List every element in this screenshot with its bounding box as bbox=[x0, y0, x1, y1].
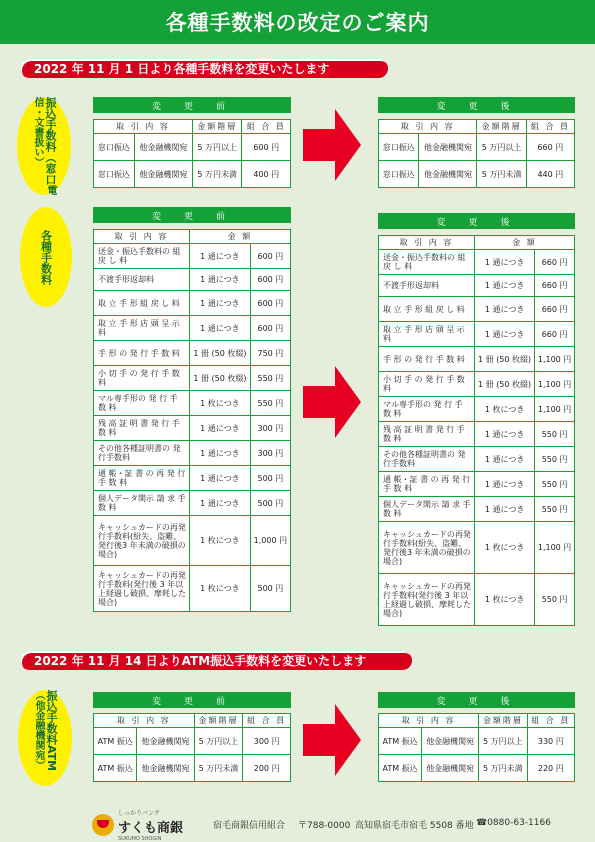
cell: 個人データ開示 請 求 手 数 料 bbox=[94, 491, 190, 516]
table-row bbox=[94, 516, 291, 566]
arrow-right-icon bbox=[303, 362, 363, 442]
banner-text: 2022 年 11 月 1 日より各種手数料を変更いたします bbox=[34, 62, 330, 76]
window-transfer-before-table bbox=[93, 119, 291, 188]
table-row bbox=[94, 416, 291, 441]
cell: 1 通につき bbox=[190, 316, 251, 341]
label-main: 振込手数料（窓口 bbox=[44, 97, 57, 185]
cell: 通 帳・証 書 の 再 発 行 手 数 料 bbox=[94, 466, 190, 491]
label-main: 各種手数料 bbox=[39, 229, 53, 285]
cell: 取 立 手 形 組 戻 し 料 bbox=[94, 291, 190, 316]
page-title: 各種手数料の改定のご案内 bbox=[165, 11, 430, 35]
cell: 窓口振込 bbox=[94, 161, 135, 188]
table-row bbox=[379, 372, 575, 397]
cell: 他金融機関宛 bbox=[134, 161, 192, 188]
cell: キャッシュカードの再発行手数料(紛失、盗難、発行後3 年未満の破損の場合) bbox=[379, 522, 475, 574]
bank-logo bbox=[92, 808, 183, 842]
table-row bbox=[94, 341, 291, 366]
table-row bbox=[379, 347, 575, 372]
cell: 窓口振込 bbox=[94, 134, 135, 161]
cell: キャッシュカードの再発行手数料(紛失、盗難、発行後3 年未満の破損の場合) bbox=[94, 516, 190, 566]
col-head: 取 引 内 容 bbox=[379, 714, 479, 728]
cell: 1 枚につき bbox=[475, 522, 535, 574]
col-head: 取 引 内 容 bbox=[379, 120, 477, 134]
cell: 600 円 bbox=[250, 244, 290, 269]
cell: 1 枚につき bbox=[190, 516, 251, 566]
table-row bbox=[94, 441, 291, 466]
logo-tagline: しっかりバンク bbox=[118, 810, 160, 817]
before-header: 変 更 前 bbox=[93, 692, 291, 708]
logo-name: すくも商銀 bbox=[118, 821, 184, 836]
cell: 440 円 bbox=[526, 161, 574, 188]
cell: 550 円 bbox=[250, 391, 290, 416]
table-row bbox=[94, 316, 291, 341]
col-head: 組 合 員 bbox=[242, 120, 291, 134]
cell: 1 通につき bbox=[475, 250, 535, 275]
cell: 窓口振込 bbox=[379, 134, 419, 161]
cell: 小 切 手 の 発 行 手 数 料 bbox=[94, 366, 190, 391]
table-row bbox=[379, 447, 575, 472]
cell: 不渡手形返却料 bbox=[379, 275, 475, 297]
banner-nov1 bbox=[20, 59, 388, 78]
after-header: 変 更 後 bbox=[378, 213, 575, 229]
cell: 500 円 bbox=[250, 466, 290, 491]
cell: 1 通につき bbox=[190, 244, 251, 269]
cell: 300 円 bbox=[250, 416, 290, 441]
cell: 5 万円以上 bbox=[479, 728, 527, 755]
cell: 600 円 bbox=[250, 291, 290, 316]
after-header: 変 更 後 bbox=[378, 97, 575, 113]
col-head: 金額階層 bbox=[479, 714, 527, 728]
cell: 1 冊 (50 枚綴) bbox=[190, 366, 251, 391]
cell: マル専手形の 発 行 手 数 料 bbox=[379, 397, 475, 422]
cell: 1 通につき bbox=[190, 416, 251, 441]
table-row bbox=[94, 391, 291, 416]
cell: 660 円 bbox=[535, 250, 575, 275]
cell: 手 形 の 発 行 手 数 料 bbox=[379, 347, 475, 372]
cell: 個人データ開示 請 求 手 数 料 bbox=[379, 497, 475, 522]
table-row bbox=[94, 269, 291, 291]
cell: 5 万円未満 bbox=[477, 161, 526, 188]
cell: 1 通につき bbox=[475, 447, 535, 472]
label-sub: 電信・文書扱い） bbox=[32, 97, 56, 195]
cell: 送金・振込手数料の 組 戻 し 料 bbox=[379, 250, 475, 275]
col-head: 金額階層 bbox=[477, 120, 526, 134]
before-header: 変 更 前 bbox=[93, 97, 291, 113]
cell: 1 通につき bbox=[475, 472, 535, 497]
cell: 1 枚につき bbox=[475, 574, 535, 626]
cell: 1 冊 (50 枚綴) bbox=[190, 341, 251, 366]
cell: 600 円 bbox=[250, 316, 290, 341]
cell: 300 円 bbox=[250, 441, 290, 466]
label-main: 振込手数料ATM bbox=[45, 690, 58, 772]
cell: 5 万円以上 bbox=[477, 134, 526, 161]
cell: 1,100 円 bbox=[535, 372, 575, 397]
cell: 660 円 bbox=[526, 134, 574, 161]
col-head: 組 合 員 bbox=[527, 714, 574, 728]
banner-nov14 bbox=[20, 651, 412, 670]
table-row bbox=[379, 497, 575, 522]
cell: 660 円 bbox=[535, 275, 575, 297]
cell: 500 円 bbox=[250, 566, 290, 612]
cell: 1 通につき bbox=[190, 269, 251, 291]
col-head: 取 引 内 容 bbox=[94, 230, 190, 244]
label-sub: （他金融機関宛） bbox=[33, 690, 44, 770]
cell: 660 円 bbox=[535, 297, 575, 322]
cell: 通 帳・証 書 の 再 発 行 手 数 料 bbox=[379, 472, 475, 497]
cell: 1 枚につき bbox=[190, 391, 251, 416]
cell: ATM 振込 bbox=[94, 755, 137, 782]
table-row bbox=[379, 522, 575, 574]
col-head: 取 引 内 容 bbox=[94, 714, 195, 728]
cell: 他金融機関宛 bbox=[422, 728, 479, 755]
cell: 1 通につき bbox=[475, 297, 535, 322]
table-row bbox=[379, 322, 575, 347]
cell: 他金融機関宛 bbox=[419, 161, 477, 188]
before-header: 変 更 前 bbox=[93, 207, 291, 223]
table-row bbox=[379, 397, 575, 422]
cell: 5 万円未満 bbox=[479, 755, 527, 782]
cell: キャッシュカードの再発行手数料(発行後 3 年以上経過し破損、摩耗した場合) bbox=[379, 574, 475, 626]
col-head: 組 合 員 bbox=[243, 714, 291, 728]
cell: 1 通につき bbox=[475, 322, 535, 347]
cell: 1 通につき bbox=[190, 466, 251, 491]
cell: 手 形 の 発 行 手 数 料 bbox=[94, 341, 190, 366]
cell: 1 通につき bbox=[475, 422, 535, 447]
col-head: 組 合 員 bbox=[526, 120, 574, 134]
various-fees-after-table bbox=[378, 235, 575, 626]
col-head: 金 額 bbox=[190, 230, 291, 244]
table-row bbox=[94, 566, 291, 612]
cell: 550 円 bbox=[535, 497, 575, 522]
cell: 1,000 円 bbox=[250, 516, 290, 566]
col-head: 金額階層 bbox=[194, 714, 243, 728]
cell: 220 円 bbox=[527, 755, 574, 782]
cell: 550 円 bbox=[535, 422, 575, 447]
cell: 550 円 bbox=[535, 472, 575, 497]
cell: 5 万円未満 bbox=[194, 755, 243, 782]
cell: 400 円 bbox=[242, 161, 291, 188]
cell: 300 円 bbox=[243, 728, 291, 755]
cell: 660 円 bbox=[535, 322, 575, 347]
cell: ATM 振込 bbox=[94, 728, 137, 755]
banner-text: 2022 年 11 月 14 日よりATM振込手数料を変更いたします bbox=[34, 654, 367, 668]
cell: 1 枚につき bbox=[475, 397, 535, 422]
cell: 1 枚につき bbox=[190, 566, 251, 612]
cell: 5 万円以上 bbox=[194, 728, 243, 755]
cell: 550 円 bbox=[535, 447, 575, 472]
cell: 残 高 証 明 書 発 行 手 数 料 bbox=[379, 422, 475, 447]
cell: 330 円 bbox=[527, 728, 574, 755]
cell: 他金融機関宛 bbox=[134, 134, 192, 161]
cell: 送金・振込手数料の 組 戻 し 料 bbox=[94, 244, 190, 269]
table-row bbox=[94, 491, 291, 516]
footer-phone: ☎0880-63-1166 bbox=[476, 818, 551, 828]
cell: その他各種証明書の 発行手数料 bbox=[94, 441, 190, 466]
table-row bbox=[94, 466, 291, 491]
cell: ATM 振込 bbox=[379, 728, 422, 755]
arrow-right-icon bbox=[303, 700, 363, 780]
cell: 他金融機関宛 bbox=[422, 755, 479, 782]
various-fees-before-table bbox=[93, 229, 291, 612]
cell: 1,100 円 bbox=[535, 522, 575, 574]
cell: 窓口振込 bbox=[379, 161, 419, 188]
cell: 1 冊 (50 枚綴) bbox=[475, 347, 535, 372]
cell: 1 通につき bbox=[190, 491, 251, 516]
table-row bbox=[94, 366, 291, 391]
cell: 小 切 手 の 発 行 手 数 料 bbox=[379, 372, 475, 397]
table-row bbox=[379, 574, 575, 626]
atm-transfer-before-table bbox=[93, 713, 291, 782]
arrow-right-icon bbox=[303, 105, 363, 185]
cell: 500 円 bbox=[250, 491, 290, 516]
table-row bbox=[379, 297, 575, 322]
col-head: 取 引 内 容 bbox=[379, 236, 475, 250]
col-head: 金額階層 bbox=[192, 120, 241, 134]
cell: 1,100 円 bbox=[535, 347, 575, 372]
cell: 750 円 bbox=[250, 341, 290, 366]
atm-transfer-after-table bbox=[378, 713, 575, 782]
after-header: 変 更 後 bbox=[378, 692, 575, 708]
cell: 他金融機関宛 bbox=[137, 755, 194, 782]
cell: 残 高 証 明 書 発 行 手 数 料 bbox=[94, 416, 190, 441]
cell: 不渡手形返却料 bbox=[94, 269, 190, 291]
cell: 取 立 手 形 店 頭 呈 示 料 bbox=[94, 316, 190, 341]
cell: 5 万円以上 bbox=[192, 134, 241, 161]
table-row bbox=[94, 291, 291, 316]
cell: その他各種証明書の 発行手数料 bbox=[379, 447, 475, 472]
cell: マル専手形の 発 行 手 数 料 bbox=[94, 391, 190, 416]
footer-postal: 〒788-0000 bbox=[298, 821, 351, 831]
title-bar bbox=[0, 0, 595, 44]
table-row bbox=[379, 472, 575, 497]
footer-org: 宿毛商銀信用組合 bbox=[213, 821, 286, 831]
cell: ATM 振込 bbox=[379, 755, 422, 782]
logo-mark-icon bbox=[92, 814, 114, 836]
section-label-atm-transfer bbox=[18, 690, 72, 786]
col-head: 金 額 bbox=[475, 236, 575, 250]
cell: 550 円 bbox=[250, 366, 290, 391]
window-transfer-after-table bbox=[378, 119, 575, 188]
section-label-various-fees bbox=[20, 207, 72, 307]
cell: 1 通につき bbox=[475, 497, 535, 522]
cell: 200 円 bbox=[243, 755, 291, 782]
cell: キャッシュカードの再発行手数料(発行後 3 年以上経過し破損、摩耗した場合) bbox=[94, 566, 190, 612]
cell: 1 冊 (50 枚綴) bbox=[475, 372, 535, 397]
cell: 5 万円未満 bbox=[192, 161, 241, 188]
table-row bbox=[379, 250, 575, 275]
section-label-window-transfer bbox=[17, 97, 71, 195]
cell: 1 通につき bbox=[475, 275, 535, 297]
logo-romaji: SUKUMO SHOGIN bbox=[118, 836, 162, 842]
cell: 600 円 bbox=[242, 134, 291, 161]
cell: 他金融機関宛 bbox=[419, 134, 477, 161]
cell: 600 円 bbox=[250, 269, 290, 291]
cell: 他金融機関宛 bbox=[137, 728, 194, 755]
table-row bbox=[379, 422, 575, 447]
cell: 1 通につき bbox=[190, 291, 251, 316]
footer-address: 高知県宿毛市宿毛 5508 番地 bbox=[355, 821, 474, 831]
cell: 1,100 円 bbox=[535, 397, 575, 422]
table-row bbox=[379, 275, 575, 297]
table-row bbox=[94, 244, 291, 269]
cell: 1 通につき bbox=[190, 441, 251, 466]
cell: 550 円 bbox=[535, 574, 575, 626]
cell: 取 立 手 形 店 頭 呈 示 料 bbox=[379, 322, 475, 347]
cell: 取 立 手 形 組 戻 し 料 bbox=[379, 297, 475, 322]
col-head: 取 引 内 容 bbox=[94, 120, 193, 134]
